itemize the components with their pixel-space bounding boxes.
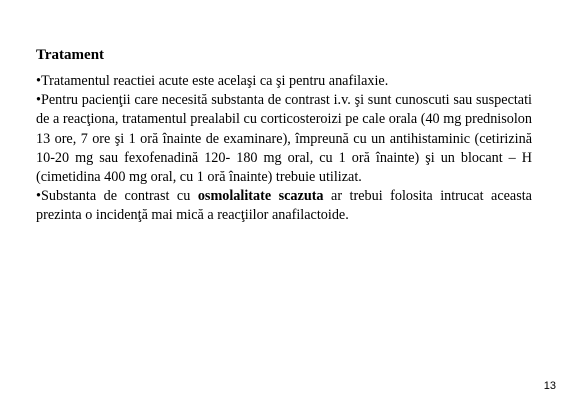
bullet-item-contrast-substance [36,187,532,225]
bullet-text-prefix: •Substanta de contrast cu [36,188,198,205]
page-number: 13 [543,380,556,392]
bullet-text-suffix: ar trebui folosita intrucat aceasta prezinta o incidenţă mai mică a reacţiilor anafilactoide. [36,188,532,224]
bullet-emphasis-text: osmolalitate scazuta [197,188,324,205]
bullet-item-treatment-acute: •Tratamentul reactiei acute este acelaşi ca şi pentru anafilaxie. [36,73,389,89]
slide-title: Tratament [36,47,105,63]
slide-body [36,72,532,226]
bullet-item-pretreatment: •Pentru pacienţii care necesită substanta de contrast i.v. şi sunt cunoscuti sau suspectati de a reacţiona, tratamentul prealabil cu corticosteroizi pe cale orala (40 mg prednisolon 13 ore, 7 ore şi 1 oră înainte de examinare), împreună cu un antihistaminic (cetirizină 10-20 mg sau fexofenadină 120- 180 mg oral, cu 1 oră înainte) şi un blocant – H (cimetidina 400 mg oral, cu 1 oră înainte) trebuie utilizat. [36,92,532,186]
